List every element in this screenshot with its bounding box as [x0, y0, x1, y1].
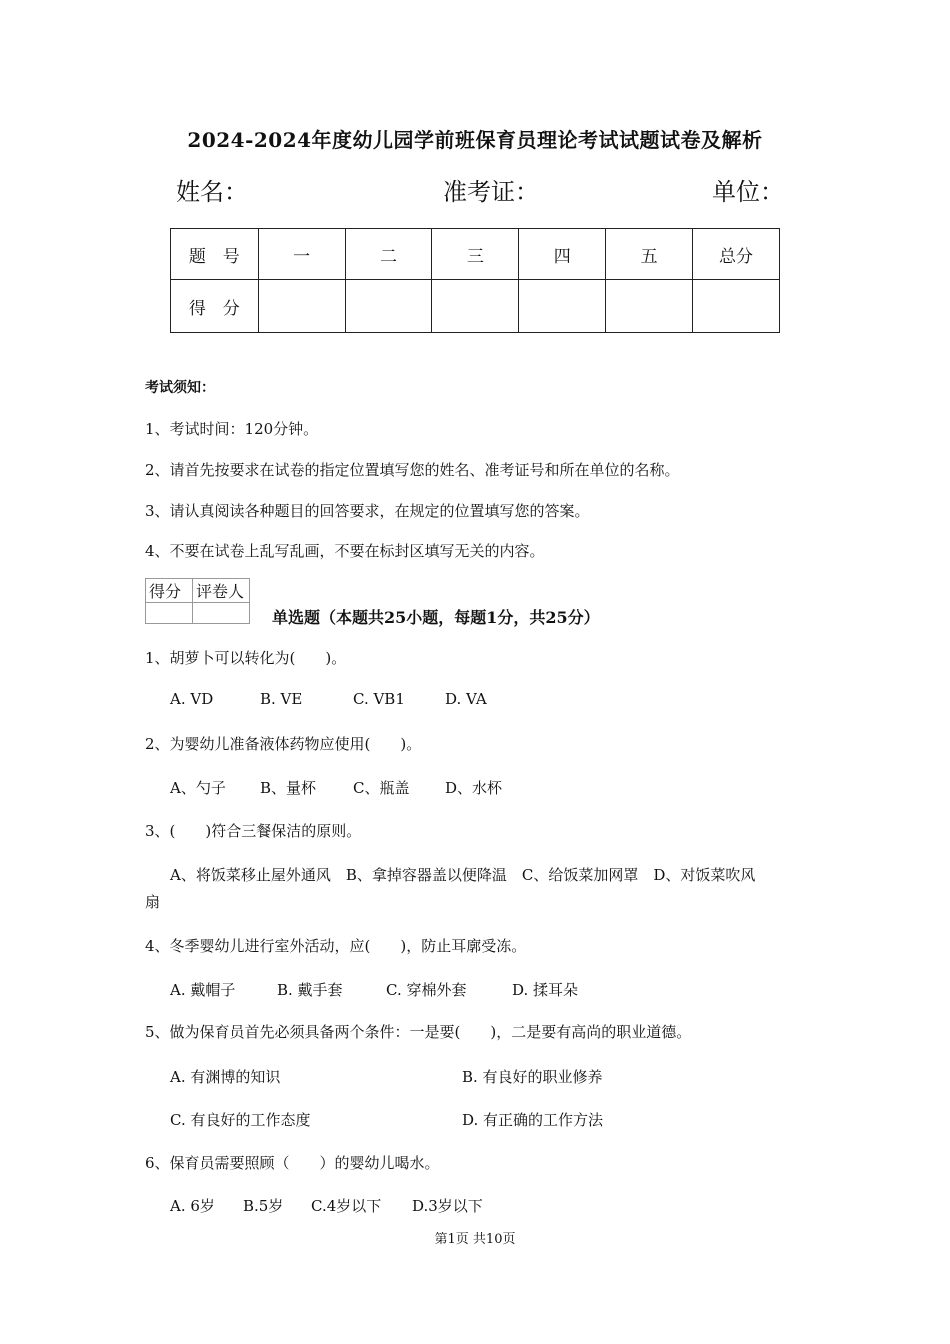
question-option: B、量杯	[260, 779, 317, 797]
score-input-cell[interactable]	[606, 280, 693, 333]
grader-reviewer-label: 评卷人	[193, 579, 250, 603]
grader-score-cell[interactable]	[146, 603, 193, 624]
unit-field-label: 单位：	[712, 178, 784, 206]
question-option: B. 有良好的职业修养	[462, 1068, 603, 1086]
question-option: B.5岁	[243, 1197, 284, 1215]
question-text: 5、做为保育员首先必须具备两个条件：一是要( )，二是要有高尚的职业道德。	[145, 1023, 692, 1041]
question-option: C.4岁以下	[311, 1197, 382, 1215]
question-option: D. 有正确的工作方法	[462, 1111, 604, 1129]
question-option: A. 戴帽子	[170, 981, 236, 999]
score-input-cell[interactable]	[258, 280, 345, 333]
question-option: C. VB1	[353, 690, 405, 708]
notice-item: 4、不要在试卷上乱写乱画，不要在标封区填写无关的内容。	[145, 542, 545, 560]
page-title: 2024-2024年度幼儿园学前班保育员理论考试试题试卷及解析	[187, 128, 763, 152]
question-text: 6、保育员需要照顾（ ）的婴幼儿喝水。	[145, 1154, 440, 1172]
question-option: A. 有渊博的知识	[170, 1068, 281, 1086]
question-option: D、水杯	[445, 779, 503, 797]
question-options-line: A、将饭菜移止屋外通风 B、拿掉容器盖以便降温 C、给饭菜加网罩 D、对饭菜吹风	[170, 866, 756, 884]
question-option: B. VE	[260, 690, 303, 708]
score-header-cell: 四	[519, 229, 606, 280]
question-option: A、勺子	[170, 779, 226, 797]
notice-item: 1、考试时间：120分钟。	[145, 420, 319, 438]
exam-id-field-label: 准考证：	[443, 178, 539, 206]
score-header-cell: 一	[258, 229, 345, 280]
page-footer: 第1页 共10页	[434, 1232, 516, 1247]
notice-heading: 考试须知：	[145, 380, 215, 396]
question-option: C. 有良好的工作态度	[170, 1111, 311, 1129]
name-field-label: 姓名：	[176, 178, 248, 206]
question-option: C、瓶盖	[353, 779, 410, 797]
question-text: 4、冬季婴幼儿进行室外活动，应( )，防止耳廓受冻。	[145, 937, 527, 955]
score-input-cell[interactable]	[345, 280, 432, 333]
score-table-score-row	[171, 280, 780, 333]
grader-reviewer-cell[interactable]	[193, 603, 250, 624]
grader-box	[145, 578, 250, 624]
score-input-cell[interactable]	[693, 280, 780, 333]
question-option: D.3岁以下	[412, 1197, 483, 1215]
score-table	[170, 228, 780, 333]
score-table-header-row	[171, 229, 780, 280]
score-header-cell: 三	[432, 229, 519, 280]
grader-score-label: 得分	[146, 579, 193, 603]
question-option: D. VA	[445, 690, 487, 708]
score-input-cell[interactable]	[432, 280, 519, 333]
question-text: 3、( )符合三餐保洁的原则。	[145, 822, 362, 840]
question-option: B. 戴手套	[277, 981, 343, 999]
notice-item: 3、请认真阅读各种题目的回答要求，在规定的位置填写您的答案。	[145, 502, 590, 520]
question-text: 2、为婴幼儿准备液体药物应使用( )。	[145, 735, 422, 753]
question-options-wrap: 扇	[145, 893, 161, 911]
question-option: A. VD	[170, 690, 214, 708]
score-header-cell: 题 号	[171, 229, 259, 280]
score-header-cell: 二	[345, 229, 432, 280]
question-text: 1、胡萝卜可以转化为( )。	[145, 649, 347, 667]
question-option: D. 揉耳朵	[512, 981, 579, 999]
section-title: 单选题（本题共25小题，每题1分，共25分）	[272, 608, 600, 627]
score-header-cell: 总分	[693, 229, 780, 280]
score-input-cell[interactable]	[519, 280, 606, 333]
score-header-cell: 五	[606, 229, 693, 280]
question-option: C. 穿棉外套	[386, 981, 467, 999]
notice-item: 2、请首先按要求在试卷的指定位置填写您的姓名、准考证号和所在单位的名称。	[145, 461, 680, 479]
score-row-label: 得 分	[171, 280, 259, 333]
question-option: A. 6岁	[170, 1197, 215, 1215]
